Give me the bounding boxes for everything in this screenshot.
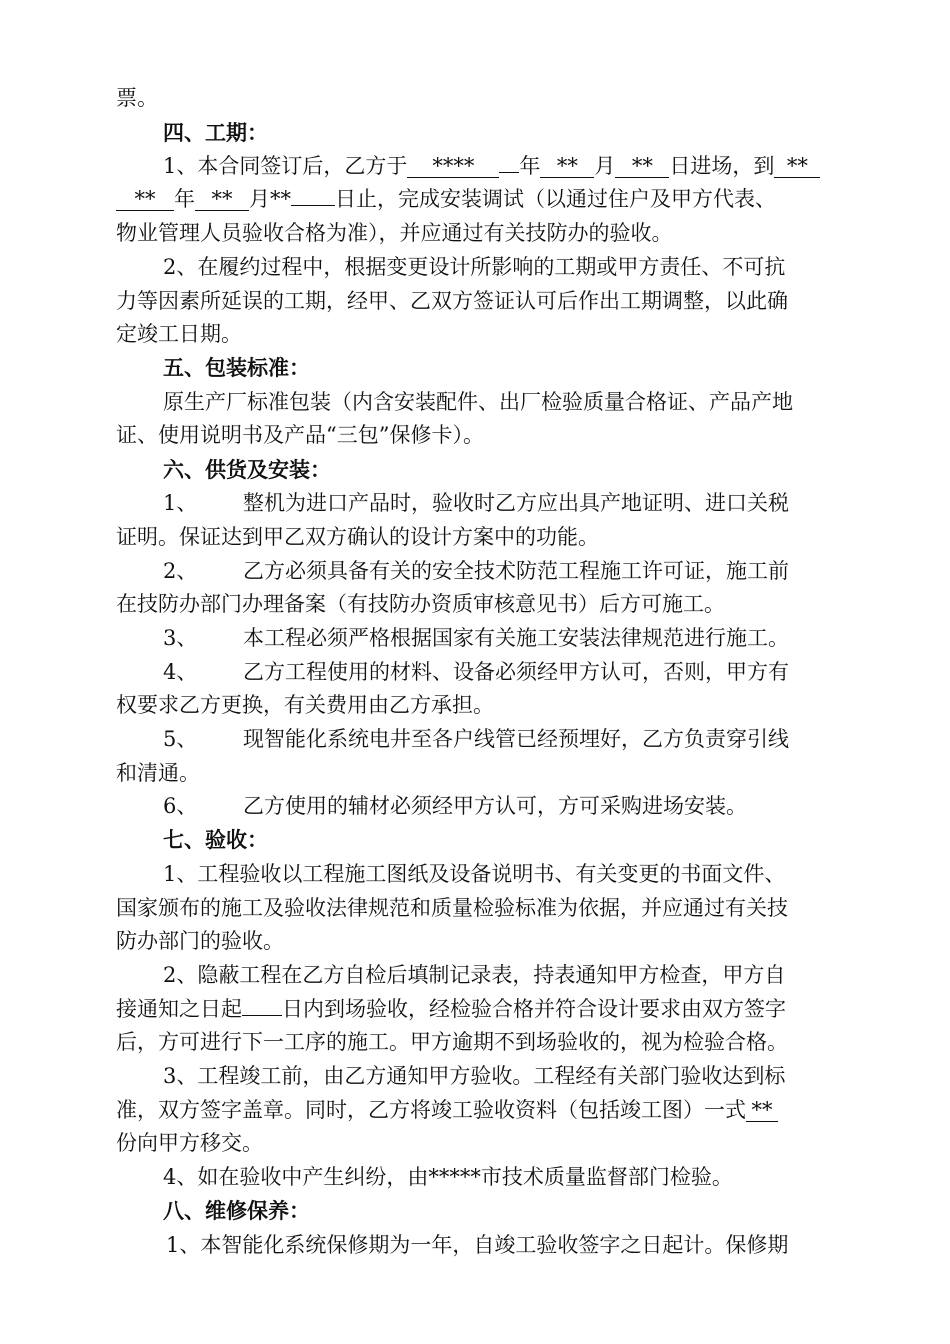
section-heading-7: 七、验收： (163, 828, 268, 852)
text-span: 年 (174, 187, 195, 211)
text-line: 权要求乙方更换，有关费用由乙方承担。 (116, 693, 494, 717)
fill-blank: ** (615, 155, 669, 178)
text-span: 年 (519, 154, 541, 178)
text-line (163, 660, 789, 684)
fill-blank (499, 172, 519, 173)
text-span: 乙方使用的辅材必须经甲方认可，方可采购进场安装。 (243, 794, 747, 818)
text-span: 日进场，到 (669, 154, 775, 178)
text-line: 力等因素所延误的工期，经甲、乙双方签证认可后作出工期调整，以此确 (116, 289, 788, 313)
text-line: 物业管理人员验收合格为准），并应通过有关技防办的验收。 (116, 221, 673, 245)
text-line (163, 154, 820, 178)
text-line (163, 559, 789, 583)
text-line (116, 187, 776, 211)
text-line: 4、如在验收中产生纠纷，由*****市技术质量监督部门检验。 (163, 1165, 733, 1189)
text-line (163, 727, 789, 751)
text-span: 日内到场验收，经检验合格并符合设计要求由双方签字 (282, 997, 786, 1021)
text-line: 国家颁布的施工及验收法律规范和质量检验标准为依据，并应通过有关技 (116, 896, 788, 920)
fill-blank (291, 205, 335, 206)
fill-blank (242, 1015, 282, 1016)
section-heading-5: 五、包装标准： (163, 356, 310, 380)
text-line: 在技防办部门办理备案（有技防办资质审核意见书）后方可施工。 (116, 592, 725, 616)
item-number: 3、 (163, 626, 198, 650)
text-line (116, 1098, 778, 1122)
text-line (116, 997, 786, 1021)
section-heading-4: 四、工期： (163, 121, 268, 145)
text-line: 1、工程验收以工程施工图纸及设备说明书、有关变更的书面文件、 (163, 862, 786, 886)
fill-blank: ** (540, 155, 594, 178)
text-line (163, 794, 747, 818)
text-line: 证、使用说明书及产品“三包”保修卡）。 (116, 423, 484, 447)
text-line: 后，方可进行下一工序的施工。甲方逾期不到场验收的，视为检验合格。 (116, 1030, 788, 1054)
text-span: 现智能化系统电井至各户线管已经预埋好，乙方负责穿引线 (243, 727, 789, 751)
fill-blank: ** (774, 155, 820, 178)
text-line: 1、本智能化系统保修期为一年，自竣工验收签字之日起计。保修期 (166, 1233, 789, 1257)
text-span: 本工程必须严格根据国家有关施工安装法律规范进行施工。 (243, 626, 789, 650)
text-span: 整机为进口产品时，验收时乙方应出具产地证明、进口关税 (243, 491, 789, 515)
fill-blank: ** (195, 188, 249, 211)
item-number: 5、 (163, 727, 198, 751)
text-span: 乙方工程使用的材料、设备必须经甲方认可，否则，甲方有 (243, 660, 789, 684)
text-line: 原生产厂标准包装（内含安装配件、出厂检验质量合格证、产品产地 (163, 390, 793, 414)
fill-blank: ** (746, 1099, 778, 1122)
text-line: 份向甲方移交。 (116, 1131, 263, 1155)
text-line: 3、工程竣工前，由乙方通知甲方验收。工程经有关部门验收达到标 (163, 1064, 786, 1088)
text-line (163, 626, 789, 650)
text-line: 证明。保证达到甲乙双方确认的设计方案中的功能。 (116, 525, 599, 549)
text-span: 乙方必须具备有关的安全技术防范工程施工许可证，施工前 (243, 559, 789, 583)
item-number: 1、 (163, 491, 198, 515)
text-span: 接通知之日起 (116, 997, 242, 1021)
fill-blank: ** (116, 188, 174, 211)
text-line: 和清通。 (116, 761, 200, 785)
text-line: 定竣工日期。 (116, 322, 242, 346)
text-span: 1、本合同签订后，乙方于 (163, 154, 408, 178)
text-line: 2、隐蔽工程在乙方自检后填制记录表，持表通知甲方检查，甲方自 (163, 963, 786, 987)
text-line: 2、在履约过程中，根据变更设计所影响的工期或甲方责任、不可抗 (163, 255, 786, 279)
section-heading-8: 八、维修保养： (163, 1199, 310, 1223)
fill-blank: **** (407, 155, 499, 178)
text-line (163, 491, 789, 515)
item-number: 4、 (163, 660, 198, 684)
text-span: 准，双方签字盖章。同时，乙方将竣工验收资料（包括竣工图）一式 (116, 1098, 746, 1122)
text-span: 日止，完成安装调试（以通过住户及甲方代表、 (335, 187, 776, 211)
text-line: 票。 (116, 86, 158, 110)
section-heading-6: 六、供货及安装： (163, 458, 331, 482)
text-line: 防办部门的验收。 (116, 929, 284, 953)
item-number: 6、 (163, 794, 198, 818)
item-number: 2、 (163, 559, 198, 583)
text-span: 月 (594, 154, 616, 178)
text-span: 月** (249, 187, 291, 211)
